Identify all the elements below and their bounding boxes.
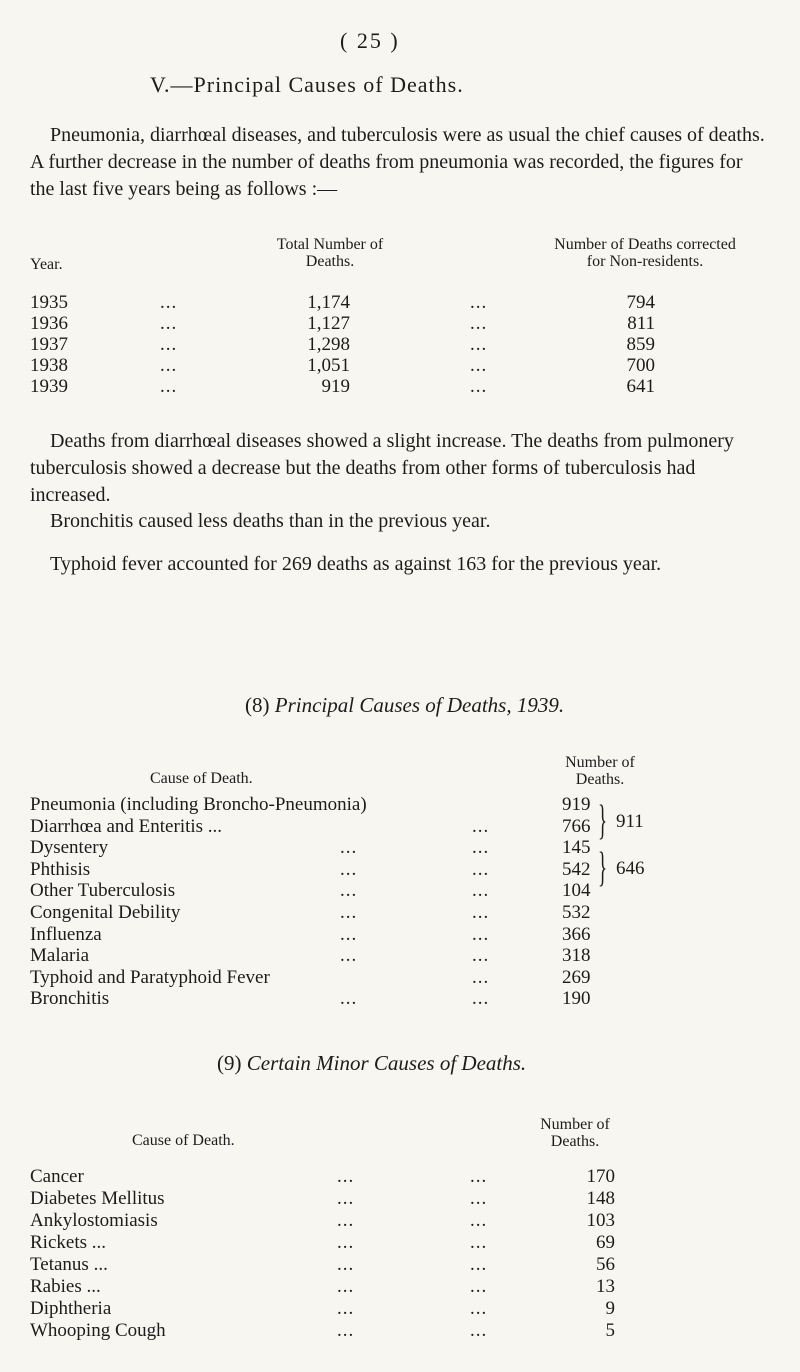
- deaths-cell: 9: [605, 1298, 615, 1319]
- cause-cell: Influenza: [30, 923, 102, 945]
- cause-cell: Malaria: [30, 945, 90, 967]
- cause-cell: Diabetes Mellitus: [30, 1188, 165, 1209]
- section-heading: V.—Principal Causes of Deaths.: [150, 72, 464, 97]
- deaths-cell: 532: [562, 902, 591, 923]
- cause-cell: Cancer: [30, 1166, 84, 1187]
- leader-dots: ...: [337, 1320, 355, 1341]
- page-number: ( 25 ): [340, 28, 400, 53]
- intro-paragraph: Pneumonia, diarrhœal diseases, and tuberculosis were as usual the chief causes of deaths. A further decrease in the number of deaths from pneumonia was recorded, the figures for the last five years being as follows :—: [30, 124, 765, 200]
- leader-dots: ...: [470, 313, 488, 334]
- deaths-cell: 919: [562, 794, 591, 815]
- leader-dots: ...: [472, 945, 490, 967]
- leader-dots: ...: [340, 988, 358, 1010]
- cause-cell: Bronchitis: [30, 988, 110, 1010]
- year-cell: 1936: [30, 313, 68, 334]
- cause-cell: Typhoid and Paratyphoid Fever: [30, 966, 270, 988]
- cause-cell: Diarrhœa and Enteritis ...: [30, 815, 223, 837]
- cause-cell: Diphtheria: [30, 1298, 112, 1319]
- corrected-cell: 859: [626, 334, 655, 355]
- leader-dots: ...: [472, 902, 490, 923]
- leader-dots: ...: [160, 334, 178, 355]
- cause-cell: Dysentery: [30, 837, 109, 859]
- leader-dots: ...: [340, 858, 358, 880]
- leader-dots: ...: [160, 355, 178, 376]
- total-cell: 1,174: [307, 292, 350, 313]
- deaths-cell: 145: [562, 837, 591, 859]
- principal-causes-title: (8) Principal Causes of Deaths, 1939.: [245, 693, 565, 717]
- deaths-cell: 56: [596, 1254, 615, 1275]
- leader-dots: ...: [337, 1276, 355, 1297]
- brace-total-911: 911: [616, 811, 644, 832]
- leader-dots: ...: [470, 1276, 488, 1297]
- leader-dots: ...: [470, 1320, 488, 1341]
- leader-dots: ...: [472, 923, 490, 945]
- deaths-cell: 766: [562, 815, 591, 837]
- leader-dots: ...: [337, 1254, 355, 1275]
- deaths-cell: 5: [605, 1320, 615, 1341]
- leader-dots: ...: [470, 292, 488, 313]
- cause-cell: Whooping Cough: [30, 1320, 166, 1341]
- total-deaths-header: Total Number of Deaths.: [276, 236, 384, 270]
- corrected-cell: 811: [627, 313, 655, 334]
- leader-dots: ...: [160, 292, 178, 313]
- year-cell: 1938: [30, 355, 68, 376]
- cause-cell: Pneumonia (including Broncho-Pneumonia): [30, 794, 367, 815]
- cause-cell: Phthisis: [30, 858, 91, 880]
- total-cell: 1,051: [307, 355, 350, 376]
- year-cell: 1937: [30, 334, 68, 355]
- paragraph-typhoid: Typhoid fever accounted for 269 deaths as against 163 for the previous year.: [50, 553, 662, 575]
- deaths-cell: 170: [586, 1166, 615, 1187]
- leader-dots: ...: [340, 945, 358, 967]
- leader-dots: ...: [340, 880, 358, 902]
- leader-dots: ...: [337, 1298, 355, 1319]
- cause-cell: Ankylostomiasis: [30, 1210, 158, 1231]
- leader-dots: ...: [470, 1232, 488, 1253]
- leader-dots: ...: [470, 1166, 488, 1187]
- leader-dots: ...: [340, 923, 358, 945]
- deaths-cell: 269: [562, 966, 591, 988]
- paragraph-bronchitis: Bronchitis caused less deaths than in the previous year.: [50, 510, 491, 532]
- deaths-cell: 190: [562, 988, 591, 1010]
- minor-causes-title: (9) Certain Minor Causes of Deaths.: [217, 1051, 527, 1075]
- corrected-cell: 794: [626, 292, 655, 313]
- deaths-cell: 148: [586, 1188, 615, 1209]
- brace-total-646: 646: [616, 858, 645, 879]
- leader-dots: ...: [470, 1188, 488, 1209]
- total-cell: 1,298: [307, 334, 350, 355]
- deaths-cell: 13: [596, 1276, 615, 1297]
- cause-cell: Rabies ...: [30, 1276, 101, 1297]
- leader-dots: ...: [472, 988, 490, 1010]
- deaths-cell: 542: [562, 858, 591, 880]
- paragraph-diarrhoeal: Deaths from diarrhœal diseases showed a slight increase. The deaths from pulmonery tuberculosis showed a decrease but the deaths from other forms of tuberculosis had increased.: [30, 430, 734, 506]
- leader-dots: ...: [337, 1232, 355, 1253]
- leader-dots: ...: [472, 815, 490, 837]
- leader-dots: ...: [340, 902, 358, 923]
- leader-dots: ...: [470, 334, 488, 355]
- minor-cause-header: Cause of Death.: [132, 1132, 235, 1149]
- leader-dots: ...: [472, 837, 490, 859]
- principal-cause-header: Cause of Death.: [150, 770, 253, 787]
- cause-cell: Tetanus ...: [30, 1254, 108, 1275]
- leader-dots: ...: [470, 355, 488, 376]
- deaths-cell: 366: [562, 923, 591, 945]
- year-header: Year.: [30, 256, 63, 273]
- year-cell: 1939: [30, 376, 68, 397]
- leader-dots: ...: [472, 858, 490, 880]
- leader-dots: ...: [470, 1210, 488, 1231]
- leader-dots: ...: [340, 837, 358, 859]
- leader-dots: ...: [472, 880, 490, 902]
- brace-group-tuberculosis: }: [598, 845, 608, 891]
- corrected-deaths-header: Number of Deaths corrected for Non-residents.: [554, 236, 736, 270]
- leader-dots: ...: [337, 1188, 355, 1209]
- total-cell: 1,127: [307, 313, 350, 334]
- corrected-cell: 700: [626, 355, 655, 376]
- cause-cell: Congenital Debility: [30, 902, 181, 923]
- leader-dots: ...: [337, 1210, 355, 1231]
- year-cell: 1935: [30, 292, 68, 313]
- corrected-cell: 641: [626, 376, 655, 397]
- deaths-cell: 103: [586, 1210, 615, 1231]
- deaths-cell: 318: [562, 945, 591, 967]
- cause-cell: Rickets ...: [30, 1232, 106, 1253]
- deaths-cell: 104: [562, 880, 591, 902]
- total-cell: 919: [321, 376, 350, 397]
- leader-dots: ...: [470, 1254, 488, 1275]
- leader-dots: ...: [470, 376, 488, 397]
- brace-group-diarrhoea: }: [598, 798, 608, 844]
- cause-cell: Other Tuberculosis: [30, 880, 176, 902]
- leader-dots: ...: [160, 313, 178, 334]
- minor-number-header: Number of Deaths.: [540, 1116, 610, 1150]
- leader-dots: ...: [470, 1298, 488, 1319]
- leader-dots: ...: [472, 966, 490, 988]
- deaths-cell: 69: [596, 1232, 615, 1253]
- principal-number-header: Number of Deaths.: [565, 754, 635, 788]
- leader-dots: ...: [160, 376, 178, 397]
- leader-dots: ...: [337, 1166, 355, 1187]
